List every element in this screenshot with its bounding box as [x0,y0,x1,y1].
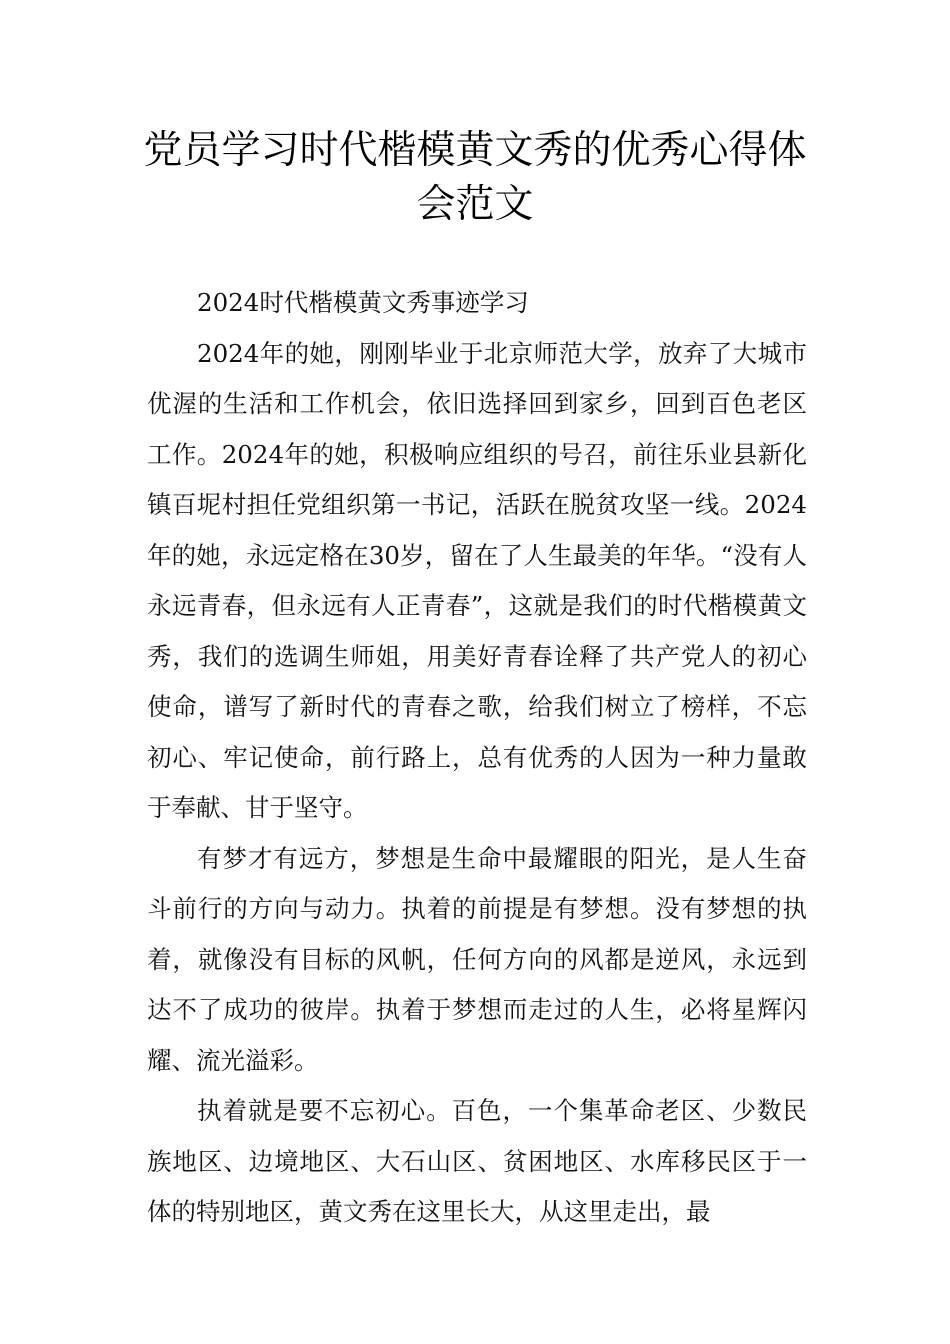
paragraph-1: 2024年的她，刚刚毕业于北京师范大学，放弃了大城市优渥的生活和工作机会，依旧选择回到家乡，回到百色老区工作。2024年的她，积极响应组织的号召，前往乐业县新化镇百坭村担任党组织第一书记，活跃在脱贫攻坚一线。2024年的她，永远定格在30岁，留在了人生最美的年华。“没有人永远青春，但永远有人正青春”，这就是我们的时代楷模黄文秀，我们的选调生师姐，用美好青春诠释了共产党人的初心使命，谱写了新时代的青春之歌，给我们树立了榜样，不忘初心、牢记使命，前行路上，总有优秀的人因为一种力量敢于奉献、甘于坚守。 [147,338,807,822]
title-line-2: 会范文 [416,182,534,227]
paragraph-3: 执着就是要不忘初心。百色，一个集革命老区、少数民族地区、边境地区、大石山区、贫困地区、水库移民区于一体的特别地区，黄文秀在这里长大，从这里走出，最 [147,1096,807,1226]
title-line-1: 党员学习时代楷模黄文秀的优秀心得体 [143,128,807,173]
section-heading: 2024时代楷模黄文秀事迹学习 [197,288,529,317]
document-title [120,124,830,232]
paragraph-2: 有梦才有远方，梦想是生命中最耀眼的阳光，是人生奋斗前行的方向与动力。执着的前提是有梦想。没有梦想的执着，就像没有目标的风帆，任何方向的风都是逆风，永远到达不了成功的彼岸。执着于梦想而走过的人生，必将星辉闪耀、流光溢彩。 [147,843,807,1075]
document-body [147,278,807,1238]
